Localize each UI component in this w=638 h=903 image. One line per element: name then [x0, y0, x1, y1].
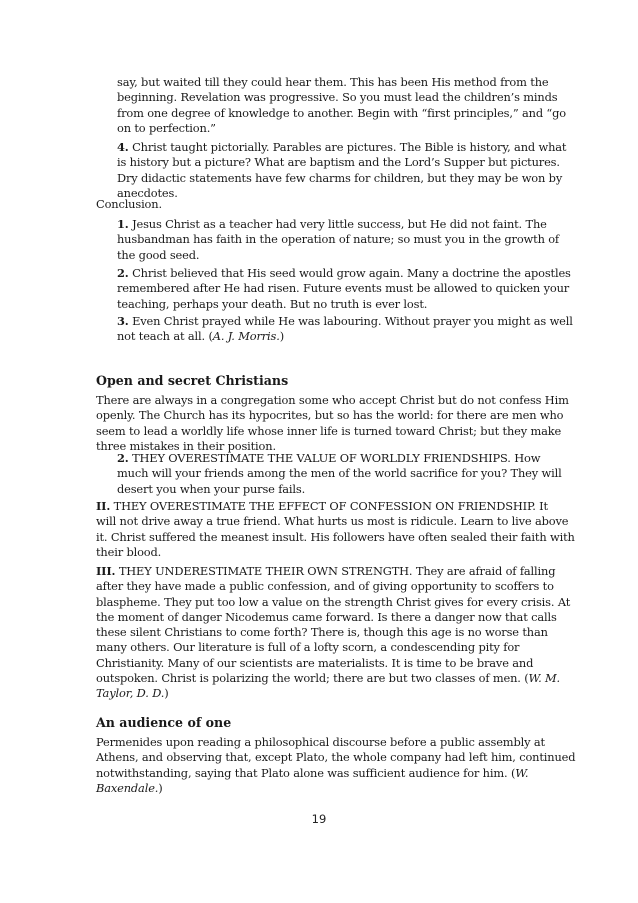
citation: A. J. Morris. [212, 329, 280, 344]
text-span: Jesus Christ as a teacher had very little success, but He did not faint. The [128, 217, 547, 231]
point-number: 3. [117, 314, 129, 328]
text-line: their blood. [96, 544, 162, 559]
text-line: Permenides upon reading a philosophical discourse before a public assembly at [96, 735, 545, 749]
text-span: ) [279, 329, 285, 344]
point-number: 2. [117, 451, 129, 465]
point-number: 4. [117, 140, 129, 154]
text-line [117, 140, 566, 155]
text-line: remembered after He had risen. Future events must be allowed to quicken your [117, 281, 570, 296]
text-span: THEY OVERESTIMATE THE EFFECT OF CONFESSION ON FRIENDSHIP. It [110, 499, 548, 513]
text-line: the moment of danger Nicodemus came forward. Is there a danger now that calls [96, 609, 557, 624]
text-span: Christ taught pictorially. Parables are pictures. The Bible is history, and what [128, 140, 567, 154]
text-line: many others. Our literature is full of a lofty scorn, a condescending pity for [96, 640, 520, 655]
text-line: is history but a picture? What are baptism and the Lord’s Supper but pictures. [117, 155, 560, 170]
text-line [117, 217, 559, 232]
text-line [96, 781, 575, 796]
text-line: say, but waited till they could hear them. This has been His method from the [117, 75, 549, 89]
text-line [117, 329, 573, 344]
paragraph-point-4 [117, 140, 566, 201]
text-span: Christ believed that His seed would grow again. Many a doctrine the apostles [128, 266, 571, 280]
text-span: THEY UNDERESTIMATE THEIR OWN STRENGTH. They are afraid of falling [115, 564, 556, 578]
text-span: not teach at all. ( [117, 329, 213, 344]
paragraph-conclusion-2 [117, 266, 571, 312]
page-number: 19 [311, 812, 327, 826]
text-line: on to perfection.” [117, 120, 216, 135]
section-heading-audience-of-one: An audience of one [96, 715, 232, 730]
text-line: blaspheme. They put too low a value on the strength Christ gives for every crisis. At [96, 594, 571, 609]
text-line [96, 671, 570, 686]
text-line [96, 686, 570, 701]
text-line: after they have made a public confession, and of giving opportunity to scoffers to [96, 579, 554, 594]
text-line [96, 499, 575, 514]
text-line [96, 766, 575, 781]
text-line: desert you when your purse fails. [117, 481, 306, 496]
citation: Taylor, D. D. [96, 686, 165, 701]
text-line: Conclusion. [96, 197, 162, 211]
text-line: it. Christ suffered the meanest insult. His followers have often sealed their faith with [96, 529, 575, 544]
section-heading-open-secret-christians: Open and secret Christians [96, 373, 289, 388]
text-line: Athens, and observing that, except Plato, the whole company had left him, continued [96, 750, 576, 765]
text-line [117, 451, 562, 466]
paragraph-audience [96, 735, 575, 796]
paragraph-intro [96, 393, 569, 454]
text-line: seem to lead a worldly life whose inner life is turned toward Christ; but they make [96, 423, 562, 438]
point-number: II. [96, 499, 111, 513]
text-span: notwithstanding, saying that Plato alone was sufficient audience for him. ( [96, 765, 516, 780]
paragraph-conclusion-label [96, 197, 162, 212]
text-line: teaching, perhaps your death. But no truth is ever lost. [117, 296, 428, 311]
text-line [117, 314, 573, 329]
paragraph-conclusion-1 [117, 217, 559, 263]
point-number: III. [96, 564, 116, 578]
citation: W. M. [528, 671, 561, 686]
text-line: these silent Christians to come forth? There is, though this age is no worse than [96, 625, 548, 640]
citation: W. [515, 765, 529, 780]
text-line: There are always in a congregation some who accept Christ but do not confess Him [96, 393, 569, 407]
paragraph-conclusion-3 [117, 314, 573, 345]
text-line: openly. The Church has its hypocrites, but so has the world: for there are men who [96, 408, 564, 423]
text-span: Even Christ prayed while He was labouring. Without prayer you might as well [128, 314, 573, 328]
text-line: three mistakes in their position. [96, 438, 276, 453]
text-line [117, 266, 571, 281]
text-line: from one degree of knowledge to another. Begin with “first principles,” and “go [117, 105, 566, 120]
point-number: 1. [117, 217, 129, 231]
text-line: will not drive away a true friend. What hurts us most is ridicule. Learn to live above [96, 514, 569, 529]
text-line: husbandman has faith in the operation of nature; so must you in the growth of [117, 232, 560, 247]
citation: Baxendale. [96, 780, 159, 795]
text-span: THEY OVERESTIMATE THE VALUE OF WORLDLY FRIENDSHIPS. How [128, 451, 541, 465]
text-line: much will your friends among the men of the world sacrifice for you? They will [117, 466, 562, 481]
paragraph-continuation [117, 75, 566, 136]
text-line: the good seed. [117, 247, 200, 262]
text-line [96, 564, 570, 579]
text-line: Christianity. Many of our scientists are materialists. It is time to be brave and [96, 655, 534, 670]
text-span: outspoken. Christ is polarizing the world; there are but two classes of men. ( [96, 671, 529, 686]
point-number: 2. [117, 266, 129, 280]
text-line: Dry didactic statements have few charms for children, but they may be won by [117, 170, 563, 185]
paragraph-point-II [96, 499, 575, 560]
text-span: ) [164, 686, 169, 701]
text-line: beginning. Revelation was progressive. So you must lead the children’s minds [117, 90, 558, 105]
text-line: anecdotes. [117, 185, 178, 200]
paragraph-point-2 [117, 451, 562, 497]
text-span: ) [158, 780, 163, 795]
paragraph-point-III [96, 564, 570, 702]
